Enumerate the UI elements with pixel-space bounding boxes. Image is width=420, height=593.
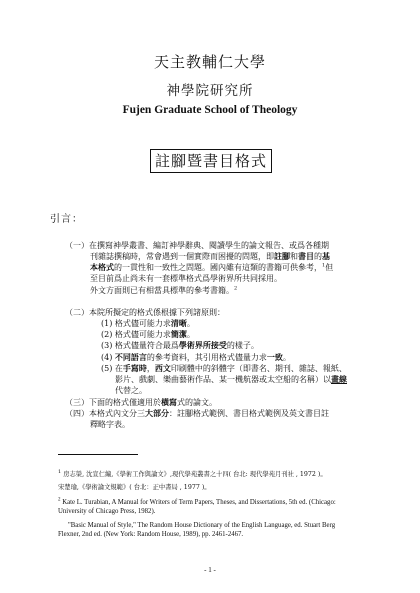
footnote-1 (58, 470, 378, 479)
principle-1: (1) 格式儘可能力求清晰。 (101, 318, 195, 328)
section-one-line-1: （一）在撰寫神學叢書、編訂神學辭典、閱讀學生的論文報告、或爲各種期 (65, 241, 329, 250)
principle-5-line-3: 代替之。 (115, 386, 147, 396)
section-four-line-2: 釋略字表。 (90, 420, 130, 429)
section-one-line-2: 刊雜誌撰稿時，常會遇到一個實際而困擾的問題，即註腳和書目的基 (90, 251, 330, 261)
principle-4: (4) 不同語言的參考資料，其引用格式儘量力求一致。 (101, 351, 291, 362)
section-four (65, 408, 329, 419)
principle-5-cont (115, 374, 347, 396)
footnote-2-line-4: Flexner, 2nd ed. (New York: Random House, 1989), pp. 2461-2467. (58, 531, 244, 538)
university-name: 天主教輔仁大學 (153, 53, 266, 71)
principle-3: (3) 格式儘量符合最爲學術界所接受的樣子。 (101, 340, 259, 351)
footnote-1-second: 宋楚瑜,《學術論文規範》( 台北：正中書局 , 1977 )。 (58, 484, 211, 491)
section-two-heading: （二）本院所擬定的格式係根據下列諸原則： (65, 308, 225, 317)
section-one-body (90, 251, 333, 296)
footnote-1-line-1: 房志榮, 沈宣仁編,《學術工作與論文》,現代學苑叢書之十四( 台北: 現代學苑月刊社 , 1972 )。 (63, 471, 327, 478)
section-two-list (101, 318, 347, 374)
footnote-2 (58, 498, 378, 507)
footnote-rule (58, 454, 138, 455)
section-three-line: （三）下面的格式僅適用於橫寫式的論文。 (65, 397, 217, 407)
section-four-line-1: （四）本格式內文分三大部分：註腳格式範例、書目格式範例及英文書目註 (65, 408, 329, 418)
footnote-2-mark: 2 (58, 497, 61, 503)
section-one (65, 240, 329, 251)
section-one-line-3: 本格式的一貫性和一致性之問題。國內雖有這類的書籍可供參考，$^1$但 (90, 262, 334, 273)
section-one-line-4: 至目前爲止尚未有一套標準格式爲學術界所共同採用。 (90, 274, 282, 284)
footnote-2-line-3: "Basic Manual of Style," The Random House Dictionary of the English Language, ed. Stuart Berg (68, 522, 336, 529)
footnote-2-line-1: Kate L. Turabian, A Manual for Writers of Term Papers, Theses, and Dissertations, 5th ed. (Chicago: (62, 499, 336, 506)
section-one-line-5: 外文方面則已有相當具標準的參考書籍。$^2$ (90, 284, 238, 295)
principle-5-line-2: 影片、戲劇、樂曲藝術作品、某一機航器或太空船的名稱）以畫線 (115, 374, 347, 384)
principle-2: (2) 格式儘可能力求簡潔。 (101, 329, 195, 340)
document-title: 註腳暨書目格式 (150, 149, 272, 173)
principle-5: (5) 在手寫時，西文印刷體中的斜體字（即書名、期刊、雜誌、報紙、 (101, 362, 347, 373)
english-name: Fujen Graduate School of Theology (122, 104, 298, 116)
page-number: - 1 - (204, 566, 216, 574)
footnote-2-line-2: University of Chicago Press, 1982). (58, 508, 156, 515)
institute-name: 神學院研究所 (166, 83, 254, 99)
intro-label: 引言： (50, 214, 83, 225)
section-four-body (90, 419, 130, 430)
section-three (65, 397, 217, 408)
footnote-1-mark: 1 (58, 468, 62, 475)
